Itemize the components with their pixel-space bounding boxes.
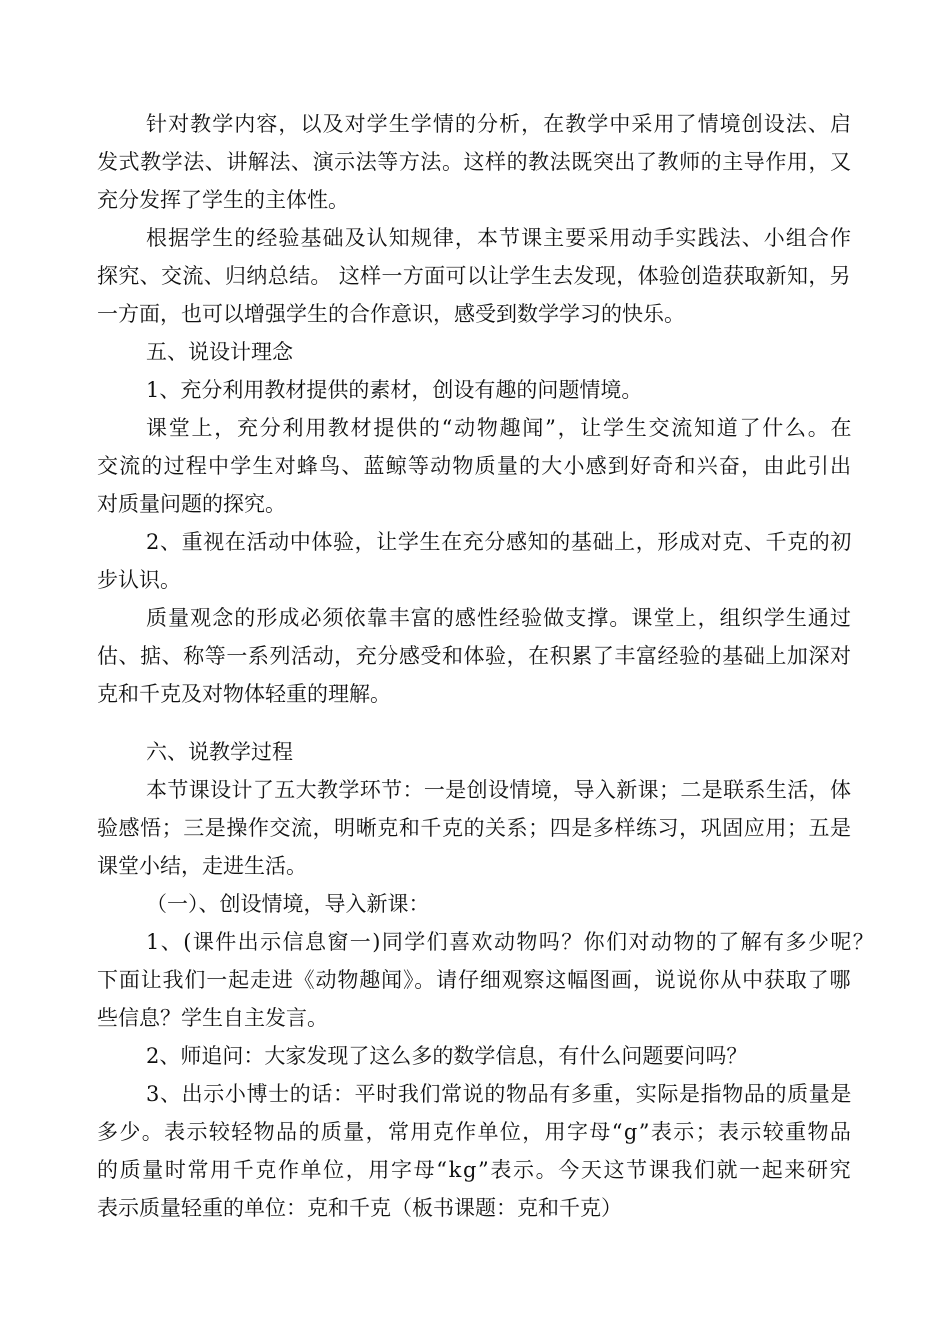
section-heading: 五、说设计理念 [146, 340, 293, 364]
text-line: 课堂小结，走进生活。 [97, 854, 307, 878]
text-line: 课堂上，充分利用教材提供的“动物趣闻”，让学生交流知道了什么。在 [146, 416, 854, 440]
text-line: 充分发挥了学生的主体性。 [97, 188, 349, 212]
text-line: 2、师追问：大家发现了这么多的数学信息，有什么问题要问吗？ [146, 1044, 748, 1068]
text-line: 发式教学法、讲解法、演示法等方法。这样的教法既突出了教师的主导作用，又 [97, 150, 852, 174]
subsection-heading: （一）、创设情境，导入新课： [146, 892, 430, 916]
text-line: 根据学生的经验基础及认知规律，本节课主要采用动手实践法、小组合作 [146, 226, 853, 250]
text-line: 步认识。 [97, 568, 181, 592]
text-line: 1、(课件出示信息窗一)同学们喜欢动物吗？你们对动物的了解有多少呢？ [146, 930, 876, 954]
section-heading: 六、说教学过程 [146, 740, 293, 764]
text-line: 3、出示小博士的话：平时我们常说的物品有多重，实际是指物品的质量是 [146, 1082, 852, 1106]
text-line: 针对教学内容，以及对学生学情的分析，在教学中采用了情境创设法、启 [146, 112, 853, 136]
text-line: 的质量时常用千克作单位，用字母“kg”表示。今天这节课我们就一起来研究 [97, 1158, 853, 1182]
text-line: 交流的过程中学生对蜂鸟、蓝鲸等动物质量的大小感到好奇和兴奋，由此引出 [97, 454, 853, 478]
text-line: 质量观念的形成必须依靠丰富的感性经验做支撑。课堂上，组织学生通过 [146, 606, 853, 630]
text-line: 表示质量轻重的单位：克和千克（板书课题：克和千克） [97, 1196, 622, 1220]
text-line: 1、充分利用教材提供的素材，创设有趣的问题情境。 [146, 378, 643, 402]
text-line: 探究、交流、归纳总结。 这样一方面可以让学生去发现，体验创造获取新知，另 [97, 264, 852, 288]
text-line: 下面让我们一起走进《动物趣闻》。请仔细观察这幅图画，说说你从中获取了哪 [97, 968, 852, 992]
text-line: 克和千克及对物体轻重的理解。 [97, 682, 391, 706]
text-line: 验感悟；三是操作交流，明晰克和千克的关系；四是多样练习，巩固应用；五是 [97, 816, 852, 840]
text-line: 些信息？学生自主发言。 [97, 1006, 328, 1030]
text-line: 对质量问题的探究。 [97, 492, 286, 516]
text-line: 多少。表示较轻物品的质量，常用克作单位，用字母“g”表示；表示较重物品 [97, 1120, 853, 1144]
text-line: 估、掂、称等一系列活动，充分感受和体验，在积累了丰富经验的基础上加深对 [97, 644, 852, 668]
text-line: 2、重视在活动中体验，让学生在充分感知的基础上，形成对克、千克的初 [146, 530, 852, 554]
text-line: 本节课设计了五大教学环节：一是创设情境，导入新课；二是联系生活，体 [146, 778, 852, 802]
text-line: 一方面，也可以增强学生的合作意识，感受到数学学习的快乐。 [97, 302, 685, 326]
